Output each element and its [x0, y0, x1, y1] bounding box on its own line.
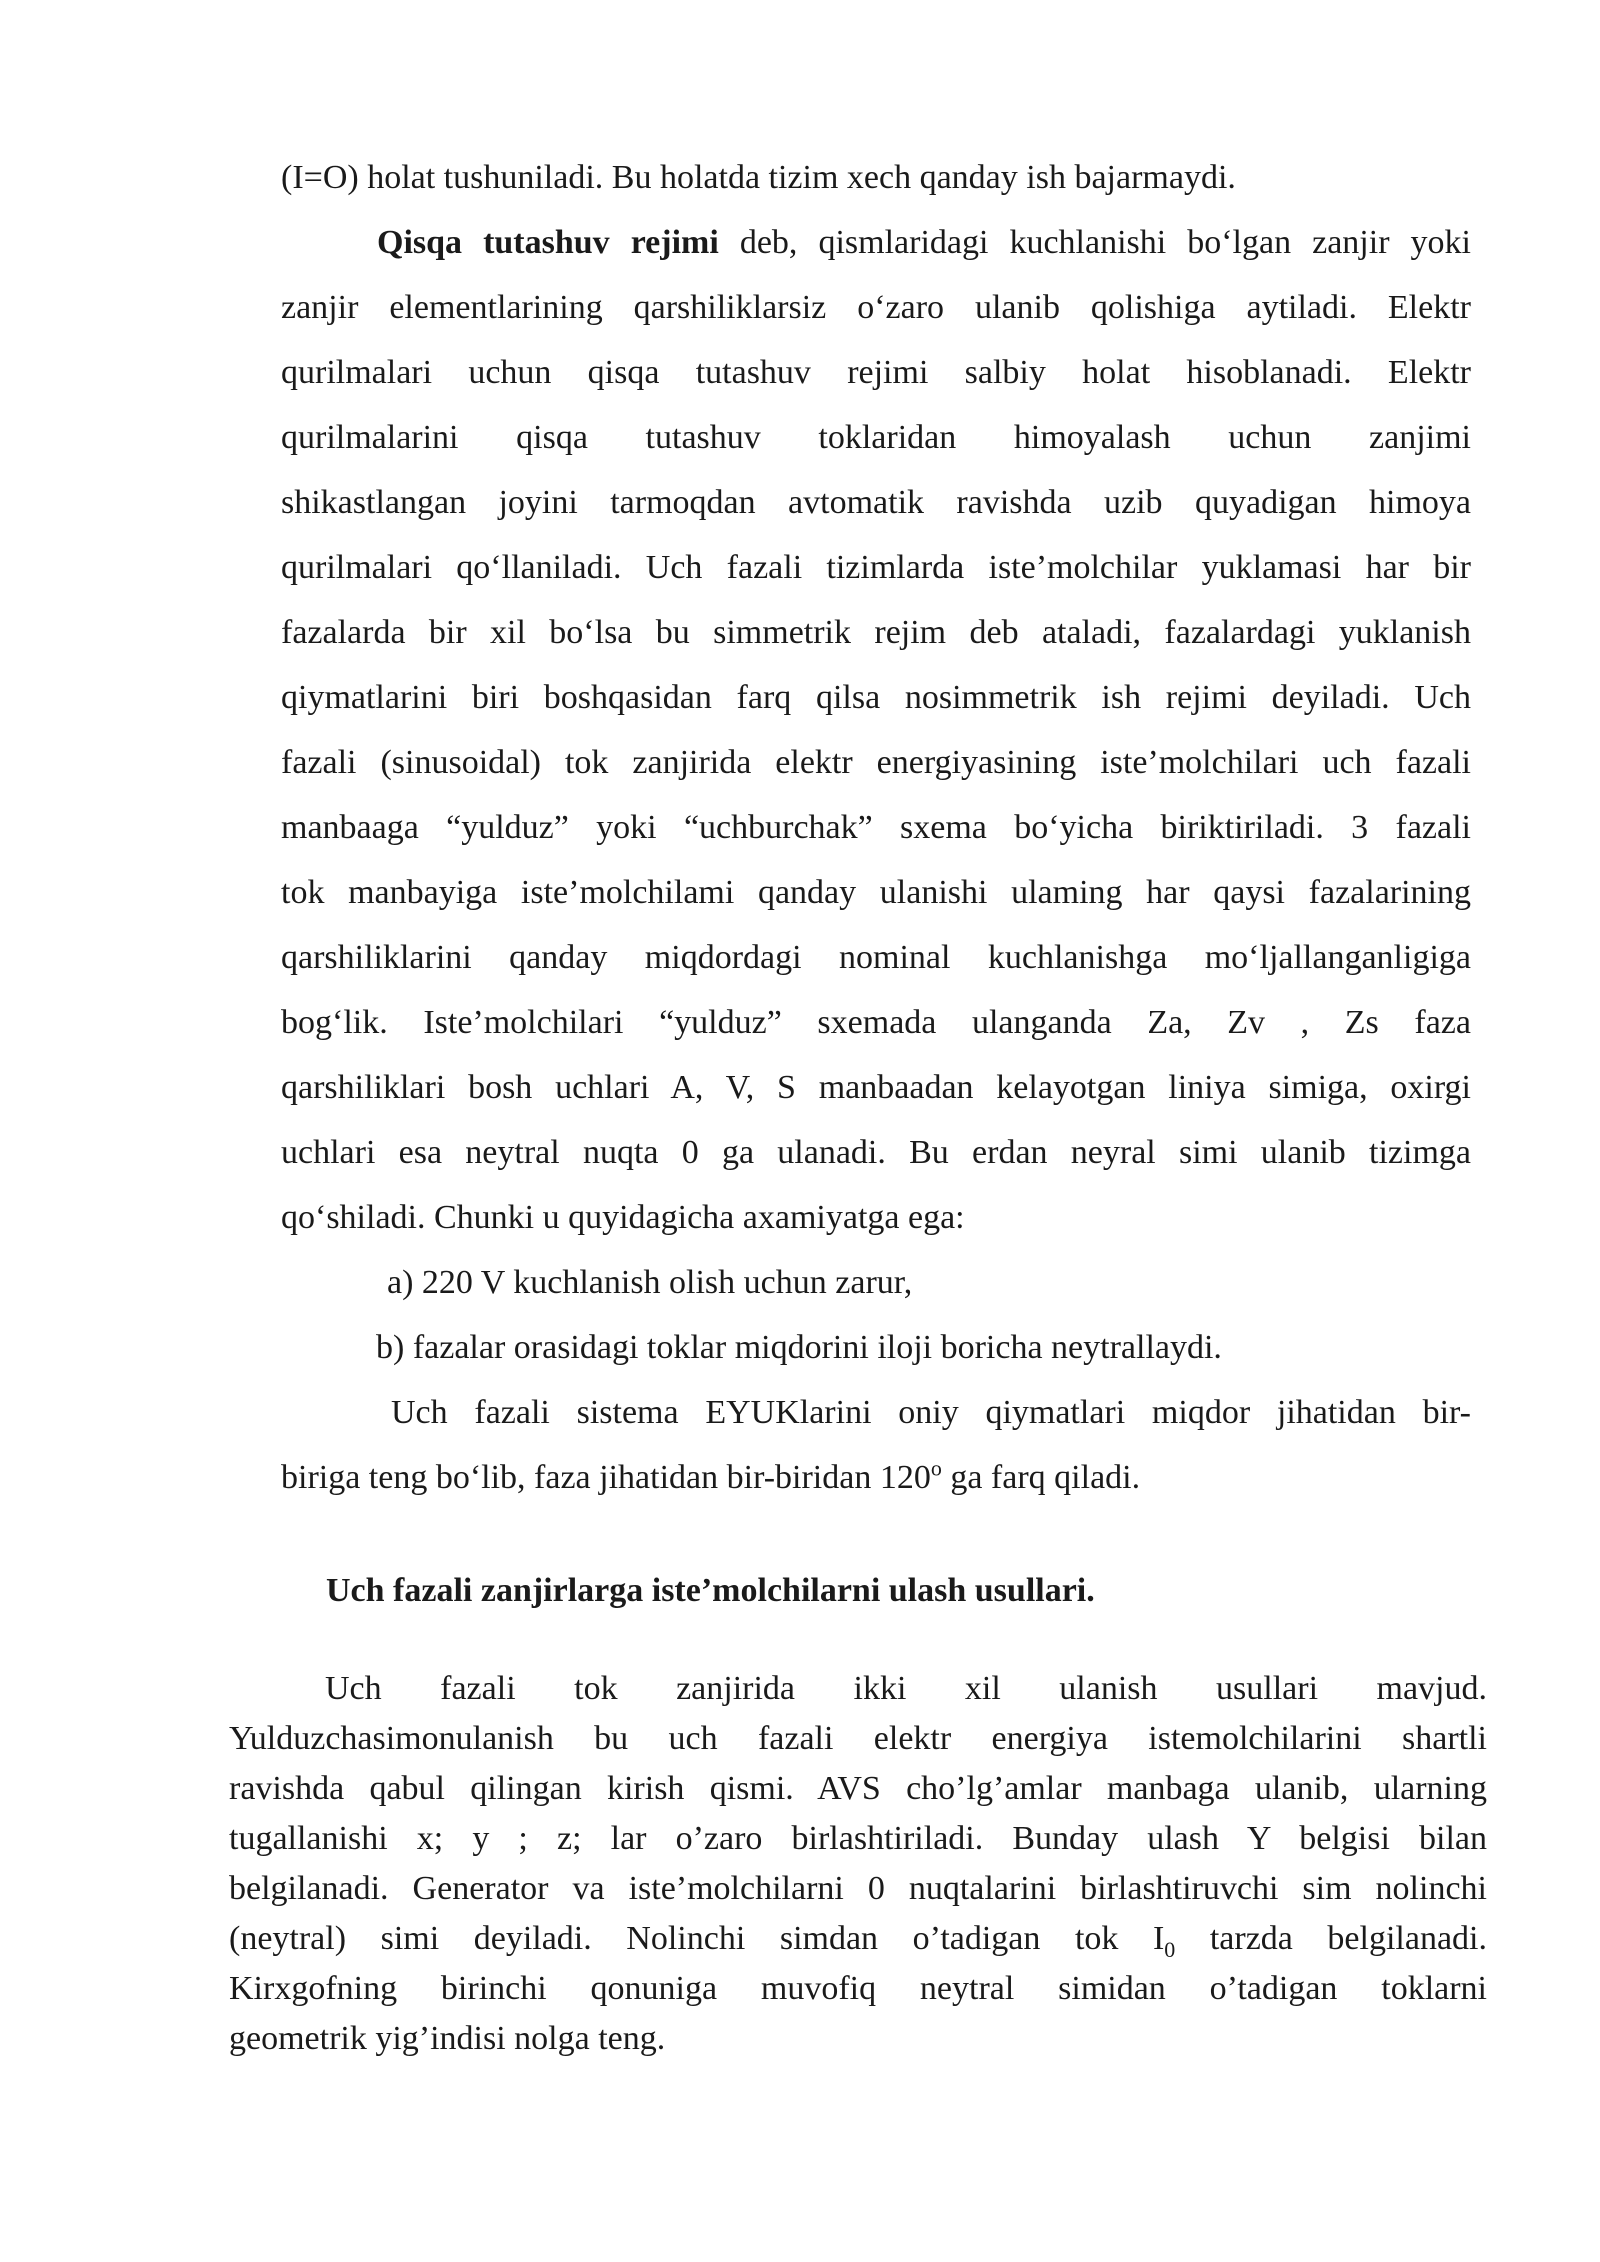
paragraph-first-line [281, 210, 1471, 275]
degree-superscript: o [930, 1455, 942, 1481]
text-run: biriga teng bo‘lib, faza jihatidan bir-biridan 120 [281, 1459, 931, 1496]
list-item-a: a) 220 V kuchlanish olish uchun zarur, [387, 1264, 913, 1301]
section-regimes [281, 145, 1471, 1510]
text-run: ga farq qiladi. [941, 1459, 1141, 1496]
text-line: qurilmalari qo‘llaniladi. Uch fazali tizimlarda iste’molchilar yuklamasi har bir [281, 549, 1471, 586]
text-line: qarshiliklarini qanday miqdordagi nominal kuchlanishga mo‘ljallanganligiga [281, 939, 1471, 976]
text-line: (I=O) holat tushuniladi. Bu holatda tizim xech qanday ish bajarmaydi. [281, 159, 1236, 196]
section-heading: Uch fazali zanjirlarga iste’molchilarni ulash usullari. [326, 1572, 1095, 1609]
text-line: fazalarda bir xil bo‘lsa bu simmetrik rejim deb ataladi, fazalardagi yuklanish [281, 614, 1471, 651]
text-line: uchlari esa neytral nuqta 0 ga ulanadi. Bu erdan neyral simi ulanib tizimga [281, 1134, 1471, 1171]
list-item-b: b) fazalar orasidagi toklar miqdorini iloji boricha neytrallaydi. [376, 1329, 1222, 1366]
text-line: Yulduzchasimonulanish bu uch fazali elektr energiya istemolchilarini shartli [229, 1720, 1487, 1757]
text-line: manbaaga “yulduz” yoki “uchburchak” sxema bo‘yicha biriktiriladi. 3 fazali [281, 809, 1471, 846]
text-line: qarshiliklari bosh uchlari A, V, S manbaadan kelayotgan liniya simiga, oxirgi [281, 1069, 1471, 1106]
text-run: tarzda belgilanadi. [1175, 1920, 1487, 1957]
text-run: (neytral) simi deyiladi. Nolinchi simdan o’tadigan tok I [229, 1920, 1165, 1957]
text-line: ravishda qabul qilingan kirish qismi. AVS cho’lg’amlar manbaga ulanib, ularning [229, 1770, 1487, 1807]
text-line: qurilmalari uchun qisqa tutashuv rejimi salbiy holat hisoblanadi. Elektr [281, 354, 1471, 391]
text-run: deb, qismlaridagi kuchlanishi bo‘lgan zanjir yoki [718, 224, 1471, 261]
text-line [281, 1445, 1471, 1510]
paragraph-first-line: Uch fazali tok zanjirida ikki xil ulanish usullari mavjud. [325, 1670, 1487, 1707]
text-line: fazali (sinusoidal) tok zanjirida elektr energiyasining iste’molchilari uch fazali [281, 744, 1471, 781]
text-line: zanjir elementlarining qarshiliklarsiz o‘zaro ulanib qolishiga aytiladi. Elektr [281, 289, 1471, 326]
section-connection-methods [229, 1664, 1487, 2064]
text-line: qurilmalarini qisqa tutashuv toklaridan himoyalash uchun zanjimi [281, 419, 1471, 456]
text-line: bog‘lik. Iste’molchilari “yulduz” sxemada ulanganda Za, Zv , Zs faza [281, 1004, 1471, 1041]
text-line: shikastlangan joyini tarmoqdan avtomatik ravishda uzib quyadigan himoya [281, 484, 1471, 521]
text-line [229, 1914, 1487, 1964]
term-short-circuit: Qisqa tutashuv rejimi [377, 224, 719, 261]
text-line: tugallanishi x; y ; z; lar o’zaro birlashtiriladi. Bunday ulash Y belgisi bilan [229, 1820, 1487, 1857]
current-subscript: 0 [1164, 1936, 1176, 1962]
text-line: Kirxgofning birinchi qonuniga muvofiq neytral simidan o’tadigan toklarni [229, 1970, 1487, 2007]
text-line: tok manbayiga iste’molchilami qanday ulanishi ulaming har qaysi fazalarining [281, 874, 1471, 911]
text-line: geometrik yig’indisi nolga teng. [229, 2020, 666, 2057]
paragraph-first-line: Uch fazali sistema EYUKlarini oniy qiymatlari miqdor jihatidan bir- [391, 1394, 1471, 1431]
text-line: belgilanadi. Generator va iste’molchilarni 0 nuqtalarini birlashtiruvchi sim nolinchi [229, 1870, 1487, 1907]
text-line: qiymatlarini biri boshqasidan farq qilsa nosimmetrik ish rejimi deyiladi. Uch [281, 679, 1471, 716]
text-line: qo‘shiladi. Chunki u quyidagicha axamiyatga ega: [281, 1199, 965, 1236]
